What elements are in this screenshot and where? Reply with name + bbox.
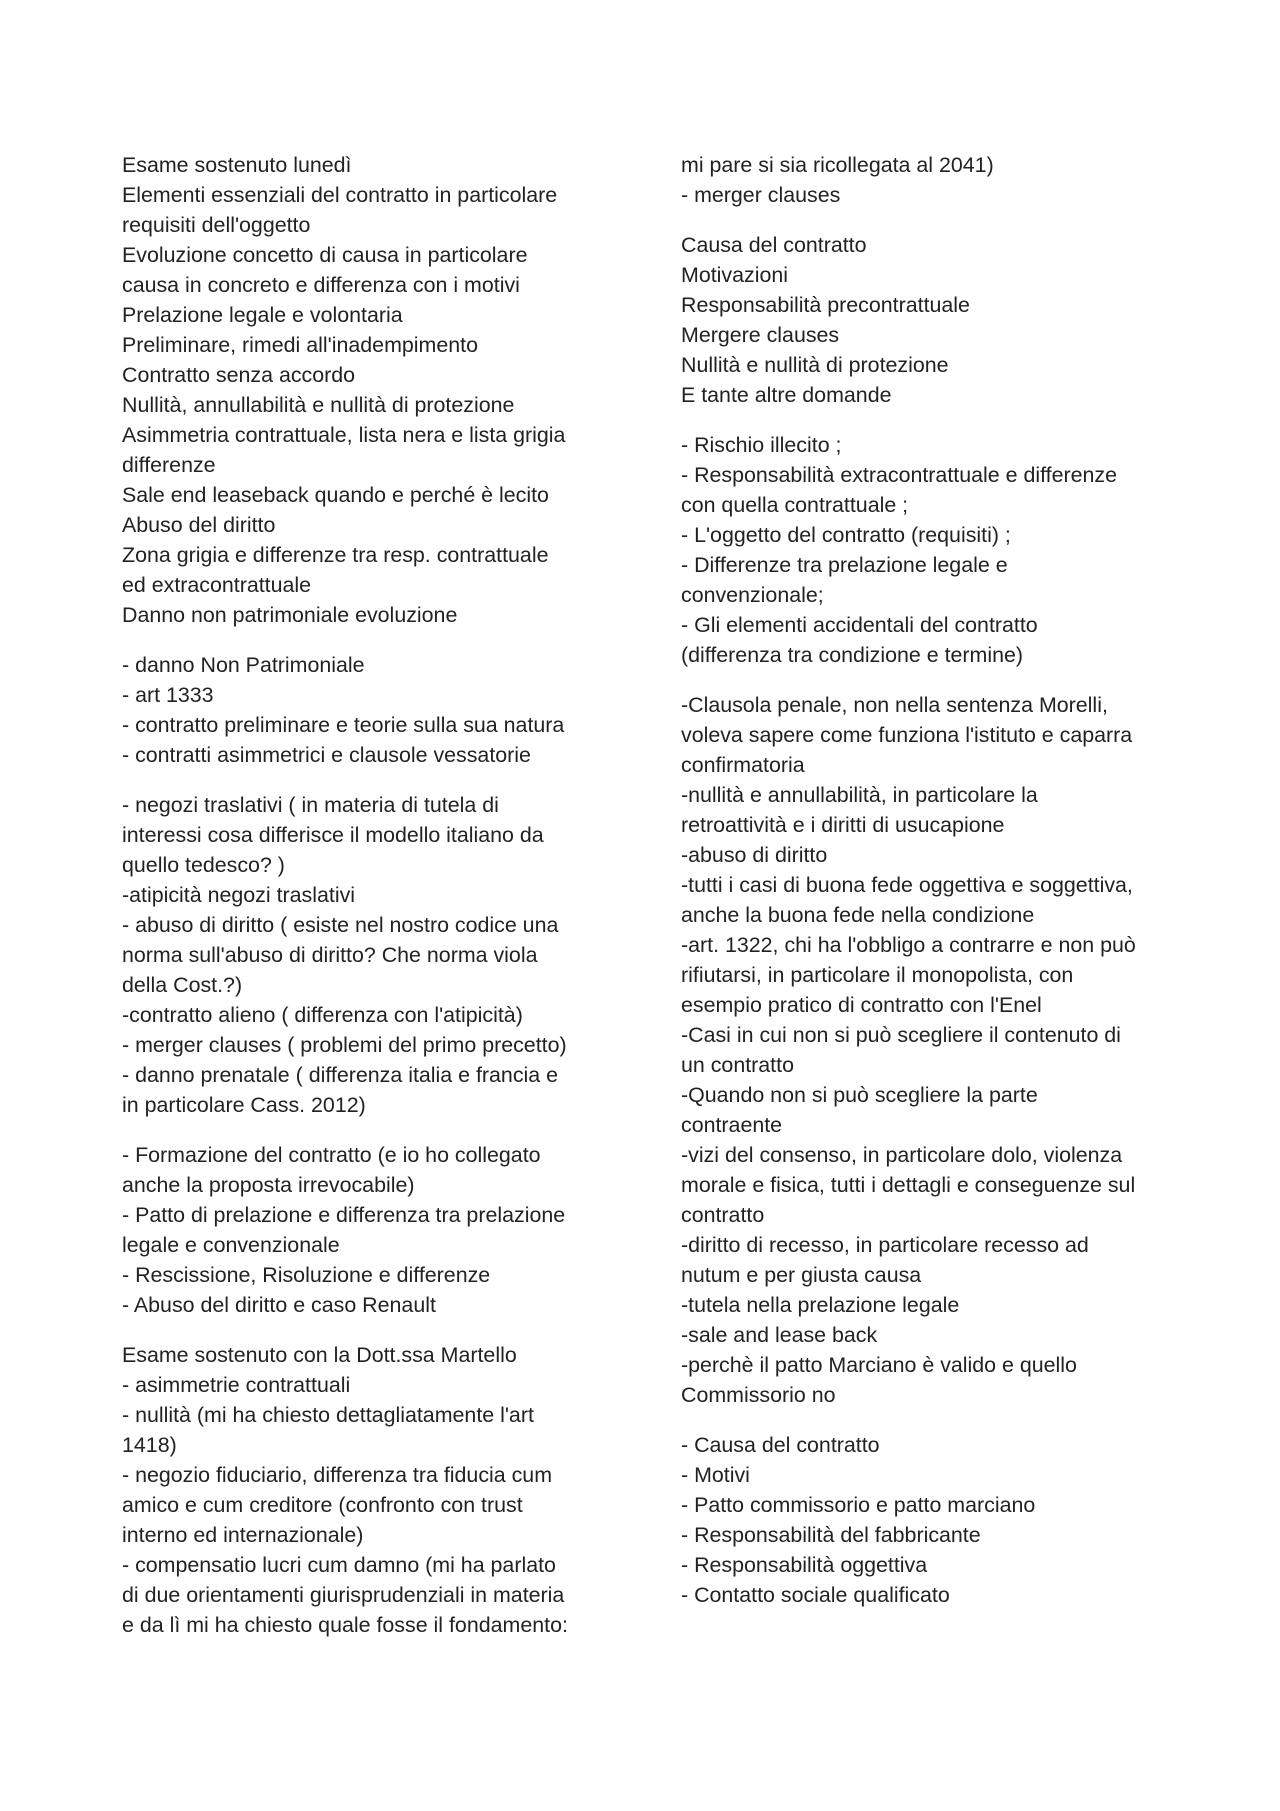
text-line: interno ed internazionale) (122, 1523, 364, 1547)
text-line: di due orientamenti giurisprudenziali in materia (122, 1583, 565, 1607)
text-line: - Rescissione, Risoluzione e differenze (122, 1263, 491, 1287)
text-line: confirmatoria (681, 753, 805, 777)
text-line: -abuso di diritto (681, 843, 828, 867)
text-line: -nullità e annullabilità, in particolare la (681, 783, 1038, 807)
text-line: -atipicità negozi traslativi (122, 883, 356, 907)
text-line: amico e cum creditore (confronto con trust (122, 1493, 523, 1517)
text-line: - contratto preliminare e teorie sulla sua natura (122, 713, 565, 737)
text-line: - Patto di prelazione e differenza tra prelazione (122, 1203, 566, 1227)
text-line: retroattività e i diritti di usucapione (681, 813, 1005, 837)
text-line: norma sull'abuso di diritto? Che norma viola (122, 943, 538, 967)
text-line: - abuso di diritto ( esiste nel nostro codice una (122, 913, 559, 937)
text-line: - merger clauses (681, 183, 841, 207)
text-line: - Responsabilità oggettiva (681, 1553, 928, 1577)
text-line: -art. 1322, chi ha l'obbligo a contrarre e non può (681, 933, 1136, 957)
text-line: - danno prenatale ( differenza italia e francia e (122, 1063, 559, 1087)
text-line: Mergere clauses (681, 323, 840, 347)
text-line: quello tedesco? ) (122, 853, 285, 877)
text-line: della Cost.?) (122, 973, 243, 997)
text-line: interessi cosa differisce il modello italiano da (122, 823, 544, 847)
text-line: Responsabilità precontrattuale (681, 293, 970, 317)
text-line: Contratto senza accordo (122, 363, 356, 387)
text-line: differenze (122, 453, 216, 477)
text-line: -Clausola penale, non nella sentenza Morelli, (681, 693, 1108, 717)
text-line: Asimmetria contrattuale, lista nera e lista grigia (122, 423, 566, 447)
text-line: - Rischio illecito ; (681, 433, 842, 457)
text-line: - Gli elementi accidentali del contratto (681, 613, 1038, 637)
text-line: Elementi essenziali del contratto in particolare (122, 183, 558, 207)
text-line: - negozi traslativi ( in materia di tutela di (122, 793, 499, 817)
text-line: Preliminare, rimedi all'inadempimento (122, 333, 478, 357)
text-line: E tante altre domande (681, 383, 892, 407)
text-line: -Casi in cui non si può scegliere il contenuto di (681, 1023, 1121, 1047)
text-line: Nullità, annullabilità e nullità di protezione (122, 393, 515, 417)
text-line: -vizi del consenso, in particolare dolo, violenza (681, 1143, 1123, 1167)
text-line: -sale and lease back (681, 1323, 878, 1347)
text-line: anche la proposta irrevocabile) (122, 1173, 415, 1197)
text-line: - art 1333 (122, 683, 214, 707)
text-block (681, 150, 1181, 210)
text-block (122, 790, 622, 1120)
text-line: contraente (681, 1113, 783, 1137)
text-line: - Responsabilità del fabbricante (681, 1523, 981, 1547)
text-line: ed extracontrattuale (122, 573, 312, 597)
text-line: Esame sostenuto lunedì (122, 153, 352, 177)
text-block (681, 690, 1181, 1410)
text-line: -perchè il patto Marciano è valido e quello (681, 1353, 1077, 1377)
text-line: Nullità e nullità di protezione (681, 353, 949, 377)
text-line: -tutti i casi di buona fede oggettiva e soggettiva, (681, 873, 1133, 897)
text-line: Abuso del diritto (122, 513, 276, 537)
text-block (122, 150, 622, 630)
text-line: -tutela nella prelazione legale (681, 1293, 960, 1317)
text-line: con quella contrattuale ; (681, 493, 909, 517)
text-line: un contratto (681, 1053, 794, 1077)
text-line: - compensatio lucri cum damno (mi ha parlato (122, 1553, 556, 1577)
text-line: Motivazioni (681, 263, 788, 287)
text-line: legale e convenzionale (122, 1233, 340, 1257)
text-line: causa in concreto e differenza con i motivi (122, 273, 520, 297)
text-line: - Abuso del diritto e caso Renault (122, 1293, 436, 1317)
text-block (122, 1140, 622, 1320)
text-line: - danno Non Patrimoniale (122, 653, 365, 677)
text-line: Esame sostenuto con la Dott.ssa Martello (122, 1343, 517, 1367)
text-line: - Responsabilità extracontrattuale e differenze (681, 463, 1117, 487)
text-line: - negozio fiduciario, differenza tra fiducia cum (122, 1463, 553, 1487)
text-line: -contratto alieno ( differenza con l'atipicità) (122, 1003, 523, 1027)
text-block (681, 1430, 1181, 1610)
text-line: Causa del contratto (681, 233, 867, 257)
left-column (122, 150, 622, 1660)
text-line: - Formazione del contratto (e io ho collegato (122, 1143, 541, 1167)
text-line: - asimmetrie contrattuali (122, 1373, 351, 1397)
text-line: Prelazione legale e volontaria (122, 303, 403, 327)
text-block (681, 230, 1181, 410)
text-line: mi pare si sia ricollegata al 2041) (681, 153, 994, 177)
text-line: in particolare Cass. 2012) (122, 1093, 366, 1117)
text-line: e da lì mi ha chiesto quale fosse il fondamento: (122, 1613, 568, 1637)
text-line: contratto (681, 1203, 765, 1227)
text-line: Sale end leaseback quando e perché è lecito (122, 483, 549, 507)
text-block (681, 430, 1181, 670)
text-line: - Differenze tra prelazione legale e (681, 553, 1008, 577)
text-line: nutum e per giusta causa (681, 1263, 922, 1287)
text-line: requisiti dell'oggetto (122, 213, 311, 237)
text-line: -diritto di recesso, in particolare recesso ad (681, 1233, 1089, 1257)
text-line: Danno non patrimoniale evoluzione (122, 603, 458, 627)
text-line: - Contatto sociale qualificato (681, 1583, 950, 1607)
text-line: Zona grigia e differenze tra resp. contrattuale (122, 543, 549, 567)
text-line: - L'oggetto del contratto (requisiti) ; (681, 523, 1011, 547)
text-line: - nullità (mi ha chiesto dettagliatamente l'art (122, 1403, 534, 1427)
text-line: voleva sapere come funziona l'istituto e caparra (681, 723, 1133, 747)
text-line: - Causa del contratto (681, 1433, 880, 1457)
text-line: - contratti asimmetrici e clausole vessatorie (122, 743, 531, 767)
text-line: morale e fisica, tutti i dettagli e conseguenze sul (681, 1173, 1136, 1197)
text-line: Commissorio no (681, 1383, 836, 1407)
text-line: Evoluzione concetto di causa in particolare (122, 243, 528, 267)
text-line: esempio pratico di contratto con l'Enel (681, 993, 1042, 1017)
right-column (681, 150, 1181, 1630)
text-line: rifiutarsi, in particolare il monopolista, con (681, 963, 1074, 987)
text-block (122, 650, 622, 770)
text-line: anche la buona fede nella condizione (681, 903, 1035, 927)
text-line: -Quando non si può scegliere la parte (681, 1083, 1038, 1107)
text-line: - merger clauses ( problemi del primo precetto) (122, 1033, 567, 1057)
text-line: - Patto commissorio e patto marciano (681, 1493, 1036, 1517)
text-line: 1418) (122, 1433, 177, 1457)
text-block (122, 1340, 622, 1640)
text-line: (differenza tra condizione e termine) (681, 643, 1024, 667)
text-line: - Motivi (681, 1463, 750, 1487)
text-line: convenzionale; (681, 583, 824, 607)
